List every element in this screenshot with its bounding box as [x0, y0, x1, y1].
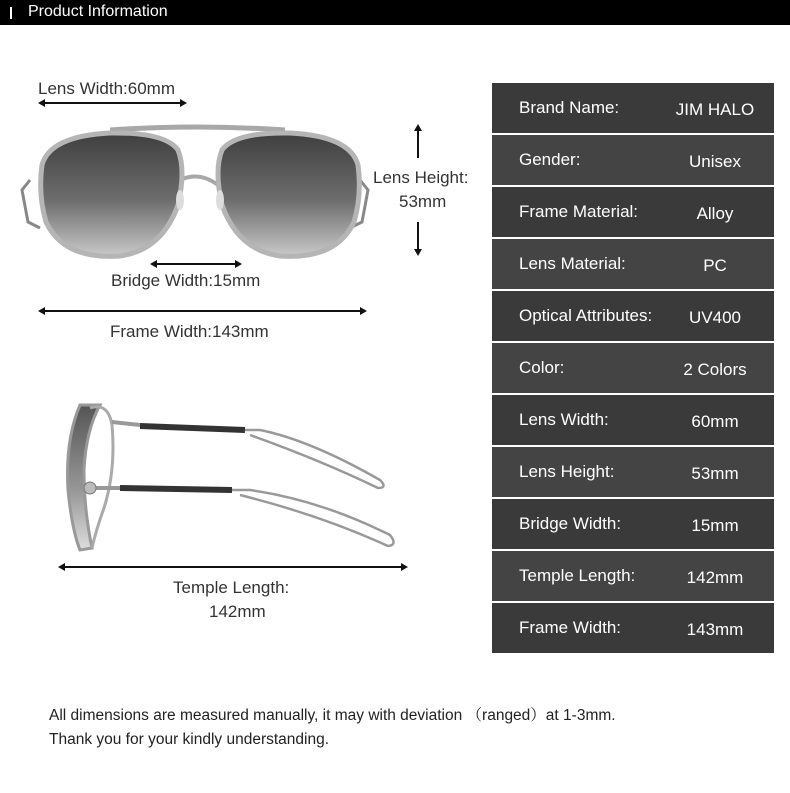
lens-width-label: Lens Width:60mm	[38, 79, 175, 98]
spec-value: 15mm	[691, 516, 739, 535]
frame-width-label: Frame Width:143mm	[110, 322, 269, 341]
lens-height-value: 53mm	[399, 192, 447, 211]
disclaimer-line-1: All dimensions are measured manually, it may with deviation （ranged）at 1-3mm.	[49, 707, 616, 724]
spec-key: Lens Height:	[519, 462, 615, 481]
spec-value: Unisex	[689, 152, 741, 171]
spec-value: 53mm	[691, 464, 739, 483]
spec-row	[492, 551, 774, 601]
spec-value: JIM HALO	[675, 100, 755, 119]
spec-value: 143mm	[686, 620, 744, 639]
bridge-width-label: Bridge Width:15mm	[111, 271, 261, 290]
spec-key: Color:	[519, 358, 565, 377]
spec-key: Temple Length:	[519, 566, 636, 585]
page-title: Product Information	[28, 3, 168, 20]
spec-table	[492, 83, 774, 655]
spec-key: Lens Width:	[519, 410, 609, 429]
spec-row	[492, 239, 774, 289]
spec-key: Optical Attributes:	[519, 306, 653, 325]
spec-value: 2 Colors	[683, 360, 747, 379]
spec-value: 142mm	[686, 568, 744, 587]
disclaimer-line-2: Thank you for your kindly understanding.	[49, 731, 330, 748]
spec-key: Brand Name:	[519, 98, 620, 117]
spec-row	[492, 187, 774, 237]
spec-key: Gender:	[519, 150, 581, 169]
spec-value: PC	[703, 256, 727, 275]
spec-row	[492, 83, 774, 133]
spec-value: UV400	[689, 308, 741, 327]
spec-row	[492, 603, 774, 653]
spec-row	[492, 447, 774, 497]
spec-key: Bridge Width:	[519, 514, 622, 533]
lens-height-label: Lens Height:	[373, 168, 469, 187]
spec-value: 60mm	[691, 412, 739, 431]
spec-row	[492, 499, 774, 549]
spec-key: Lens Material:	[519, 254, 626, 273]
spec-row	[492, 343, 774, 393]
temple-length-label: Temple Length:	[173, 578, 290, 597]
side-view-sunglasses-image	[0, 380, 480, 590]
temple-length-value: 142mm	[209, 602, 266, 621]
spec-row	[492, 291, 774, 341]
spec-row	[492, 395, 774, 445]
spec-value: Alloy	[696, 204, 734, 223]
spec-row	[492, 135, 774, 185]
spec-key: Frame Width:	[519, 618, 622, 637]
spec-key: Frame Material:	[519, 202, 639, 221]
